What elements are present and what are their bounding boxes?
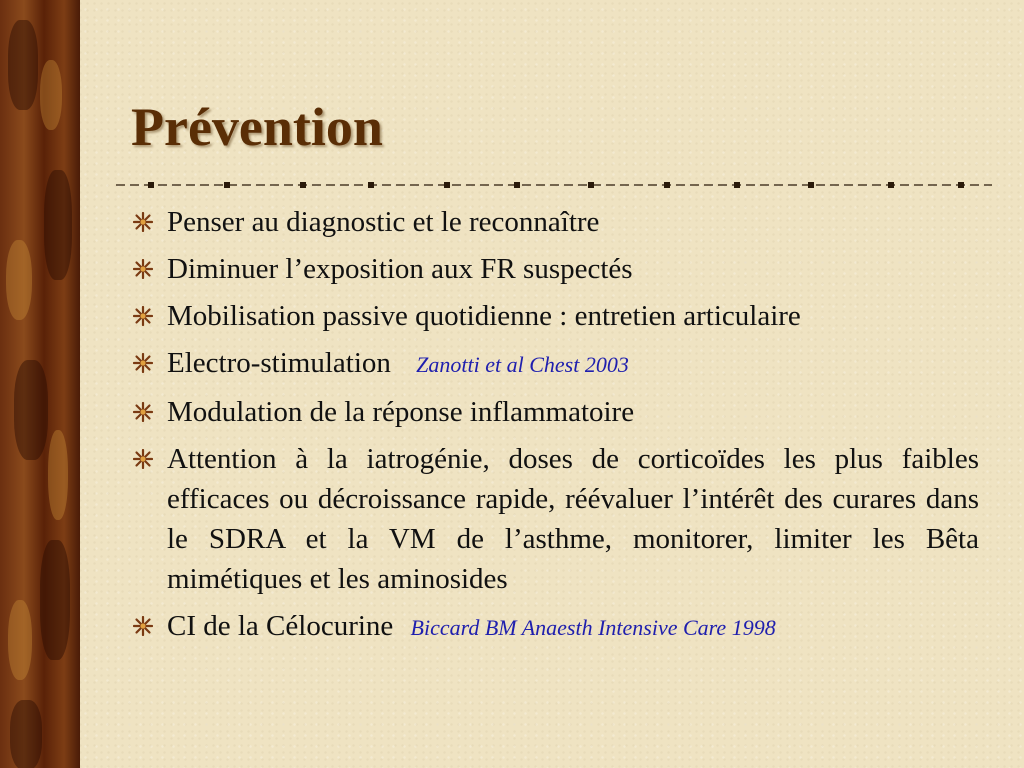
star-bullet-icon xyxy=(133,402,153,422)
bullet-text: Electro-stimulation xyxy=(167,347,391,379)
star-bullet-icon xyxy=(133,353,153,373)
citation: Biccard BM Anaesth Intensive Care 1998 xyxy=(410,615,776,640)
bullet-text: Diminuer l’exposition aux FR suspectés xyxy=(167,253,633,285)
decorative-side-strip xyxy=(0,0,80,768)
bullet-text: Penser au diagnostic et le reconnaître xyxy=(167,206,600,238)
bullet-list xyxy=(133,202,979,655)
list-item xyxy=(133,606,979,648)
star-bullet-icon xyxy=(133,259,153,279)
star-bullet-icon xyxy=(133,306,153,326)
list-item xyxy=(133,343,979,385)
list-item xyxy=(133,439,979,599)
bullet-text: CI de la Célocurine xyxy=(167,610,394,642)
bullet-text: Mobilisation passive quotidienne : entretien articulaire xyxy=(167,300,801,332)
star-bullet-icon xyxy=(133,212,153,232)
slide-title: Prévention xyxy=(131,97,383,157)
star-bullet-icon xyxy=(133,616,153,636)
list-item xyxy=(133,392,979,432)
star-bullet-icon xyxy=(133,449,153,469)
bullet-text: Attention à la iatrogénie, doses de corticoïdes les plus faibles efficaces ou décroissance rapide, réévaluer l’intérêt des curares dans le SDRA et la VM de l’asthme, monitorer, limiter les Bêta mimétiques et les aminosides xyxy=(167,443,979,595)
list-item xyxy=(133,296,979,336)
citation: Zanotti et al Chest 2003 xyxy=(416,352,629,377)
title-divider xyxy=(116,180,992,190)
list-item xyxy=(133,202,979,242)
list-item xyxy=(133,249,979,289)
bullet-text: Modulation de la réponse inflammatoire xyxy=(167,396,635,428)
